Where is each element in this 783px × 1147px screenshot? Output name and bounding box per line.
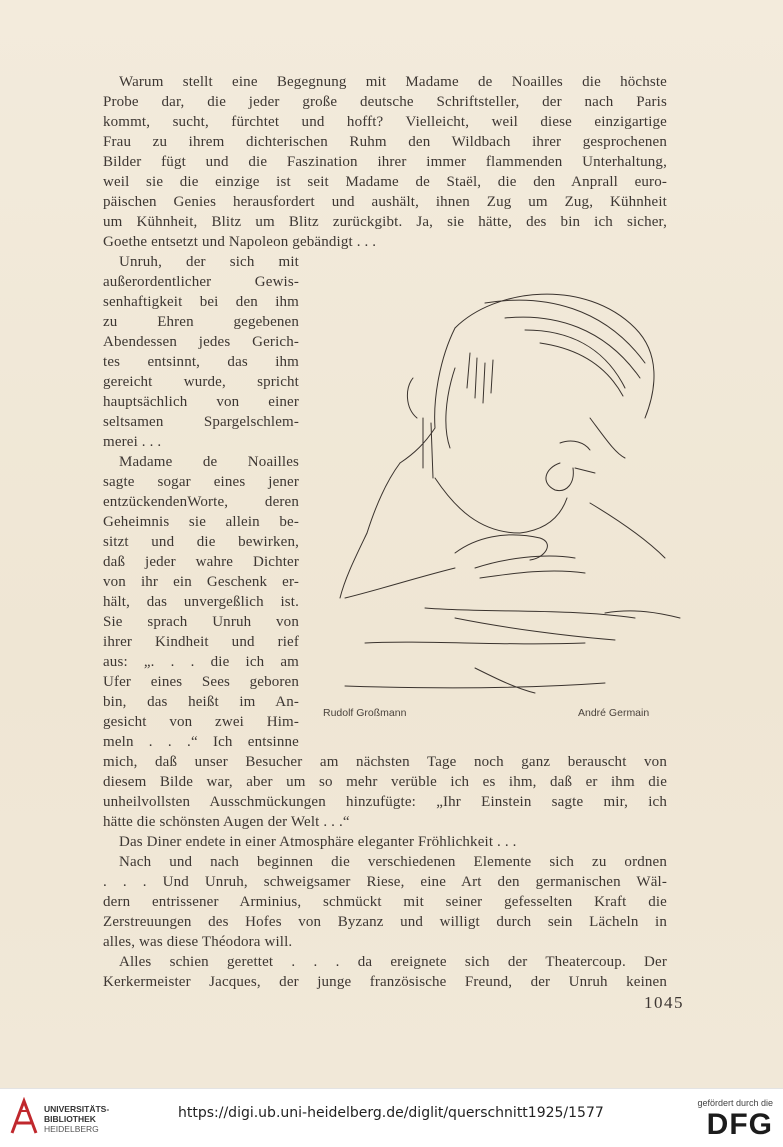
footer-bar <box>0 1088 783 1147</box>
text-line-column: Unruh, der sich mit <box>119 254 299 270</box>
sketch-stroke-face <box>400 328 455 463</box>
text-line: um Kühnheit, Blitz um Blitz zurückgibt. Ja, sie hätte, des bin ich sicher, <box>103 214 667 230</box>
sketch-stroke-shoulder <box>367 463 400 533</box>
sketch-stroke-desk <box>475 668 535 693</box>
sketch-stroke-head <box>455 294 654 418</box>
text-line: Probe dar, die jeder große deutsche Schriftsteller, der nach Paris <box>103 94 667 110</box>
text-line: diesem Bilde war, aber um so mehr verüble ich es ihm, daß er ihm die <box>103 774 667 790</box>
text-line-column: außerordentlicher Gewis- <box>103 274 299 290</box>
text-line-column: Geheimnis sie allein be- <box>103 514 299 530</box>
sketch-stroke-collar <box>590 503 665 558</box>
sketch-stroke-eye <box>560 441 595 473</box>
text-line: Das Diner endete in einer Atmosphäre eleganter Fröhlichkeit . . . <box>119 834 517 850</box>
sketch-stroke-fingers <box>475 556 585 578</box>
text-line-column: gesicht von zwei Him- <box>103 714 299 730</box>
text-line: Goethe entsetzt und Napoleon gebändigt . . . <box>103 234 377 250</box>
text-line-column: Ufer eines Sees geboren <box>103 674 299 690</box>
text-line: dern entrissener Arminius, schmückt mit seiner gefesselten Kraft die <box>103 894 667 910</box>
text-line-column: Sie sprach Unruh von <box>103 614 299 630</box>
text-line: weil sie die einzige ist seit Madame de Staël, die den Anprall euro- <box>103 174 667 190</box>
sketch-stroke-table-4 <box>605 611 680 618</box>
text-line-column: von ihr ein Geschenk er- <box>103 574 299 590</box>
caption-subject: André Germain <box>578 707 650 719</box>
text-line: Alles schien gerettet . . . da ereignete sich der Theatercoup. Der <box>119 954 667 970</box>
library-name-line-2: BIBLIOTHEK <box>44 1114 96 1124</box>
sketch-stroke-hair-2 <box>505 317 640 378</box>
text-line-column: seltsamen Spargelschlem- <box>103 414 299 430</box>
text-line: Kerkermeister Jacques, der junge französische Freund, der Unruh keinen <box>103 974 667 990</box>
text-line: hätte die schönsten Augen der Welt . . .“ <box>103 814 350 830</box>
text-line-column: Abendessen jedes Gerich- <box>103 334 299 350</box>
library-name[interactable] <box>44 1104 144 1134</box>
text-line-column: daß jeder wahre Dichter <box>103 554 299 570</box>
text-line-column: entzückendenWorte, deren <box>103 494 299 510</box>
text-line-column: senhaftigkeit bei den ihm <box>103 294 299 310</box>
text-line-column: hauptsächlich von einer <box>103 394 299 410</box>
text-line-column: hält, das unvergeßlich ist. <box>103 594 299 610</box>
sketch-stroke-hair-1 <box>485 300 645 363</box>
sketch-stroke-bottom <box>345 683 605 688</box>
permalink-url[interactable]: https://digi.ub.uni-heidelberg.de/diglit/querschnitt1925/1577 <box>178 1105 604 1121</box>
sketch-stroke-table-1 <box>425 608 635 618</box>
dfg-logo[interactable]: DFG <box>706 1108 773 1141</box>
text-line-column: tes entsinnt, das ihm <box>103 354 299 370</box>
text-line: mich, daß unser Besucher am nächsten Tage noch ganz berauscht von <box>103 754 667 770</box>
sketch-stroke-sleeve <box>345 568 455 598</box>
sketch-stroke-cheek <box>446 368 455 448</box>
text-line: Warum stellt eine Begegnung mit Madame de Noailles die höchste <box>119 74 667 90</box>
text-line-column: Madame de Noailles <box>119 454 299 470</box>
sketch-stroke-arm <box>340 533 367 598</box>
sketch-stroke-table-3 <box>365 642 585 644</box>
page-number: 1045 <box>644 993 684 1012</box>
funding-note: gefördert durch die <box>697 1098 773 1108</box>
text-line-column: zu Ehren gegebenen <box>103 314 299 330</box>
sketch-stroke-neck <box>423 418 433 478</box>
text-line-column: sagte sogar eines jener <box>103 474 299 490</box>
sketch-stroke-nose <box>546 463 573 491</box>
sketch-stroke-ear <box>407 378 417 418</box>
university-library-logo-icon[interactable] <box>8 1097 40 1137</box>
text-line: Zerstreuungen des Hofes von Byzanz und willigt durch sein Lächeln in <box>103 914 667 930</box>
text-line-column: gereicht wurde, spricht <box>103 374 299 390</box>
text-line: unheilvollsten Ausschmückungen hinzufügte: „Ihr Einstein sagte mir, ich <box>103 794 667 810</box>
caption-artist: Rudolf Großmann <box>323 707 407 719</box>
text-line: Frau zu ihrem dichterischen Ruhm den Wildbach ihrer gesprochenen <box>103 134 667 150</box>
portrait-sketch <box>305 268 685 706</box>
text-line: kommt, sucht, fürchtet und hofft? Vielleicht, weil diese einzigartige <box>103 114 667 130</box>
text-line-column: ihrer Kindheit und rief <box>103 634 299 650</box>
sketch-stroke-jaw <box>467 353 493 403</box>
text-line-column: aus: „. . . die ich am <box>103 654 299 670</box>
text-line-column: merei . . . <box>103 434 162 450</box>
sketch-stroke-table-2 <box>455 618 615 640</box>
text-line-column: sitzt und die bewirken, <box>103 534 299 550</box>
library-name-line-1: UNIVERSITÄTS- <box>44 1104 110 1114</box>
library-name-line-3: HEIDELBERG <box>44 1124 99 1134</box>
text-line-column: meln . . .“ Ich entsinne <box>103 734 299 750</box>
sketch-stroke-chin <box>435 478 567 533</box>
text-line: Bilder fügt und die Faszination ihrer immer flammenden Unterhaltung, <box>103 154 667 170</box>
text-line: päischen Genies herausfordert und aushält, ihnen Zug um Zug, Kühnheit <box>103 194 667 210</box>
text-line: . . . Und Unruh, schweigsamer Riese, eine Art den germanischen Wäl- <box>103 874 667 890</box>
text-line-column: bin, das heißt im An- <box>103 694 299 710</box>
sketch-stroke-cheek-right <box>590 418 625 458</box>
sketch-stroke-hair-4 <box>540 343 623 396</box>
text-line: Nach und nach beginnen die verschiedenen Elemente sich zu ordnen <box>119 854 667 870</box>
sketch-stroke-hair-3 <box>525 330 625 388</box>
text-line: alles, was diese Théodora will. <box>103 934 293 950</box>
